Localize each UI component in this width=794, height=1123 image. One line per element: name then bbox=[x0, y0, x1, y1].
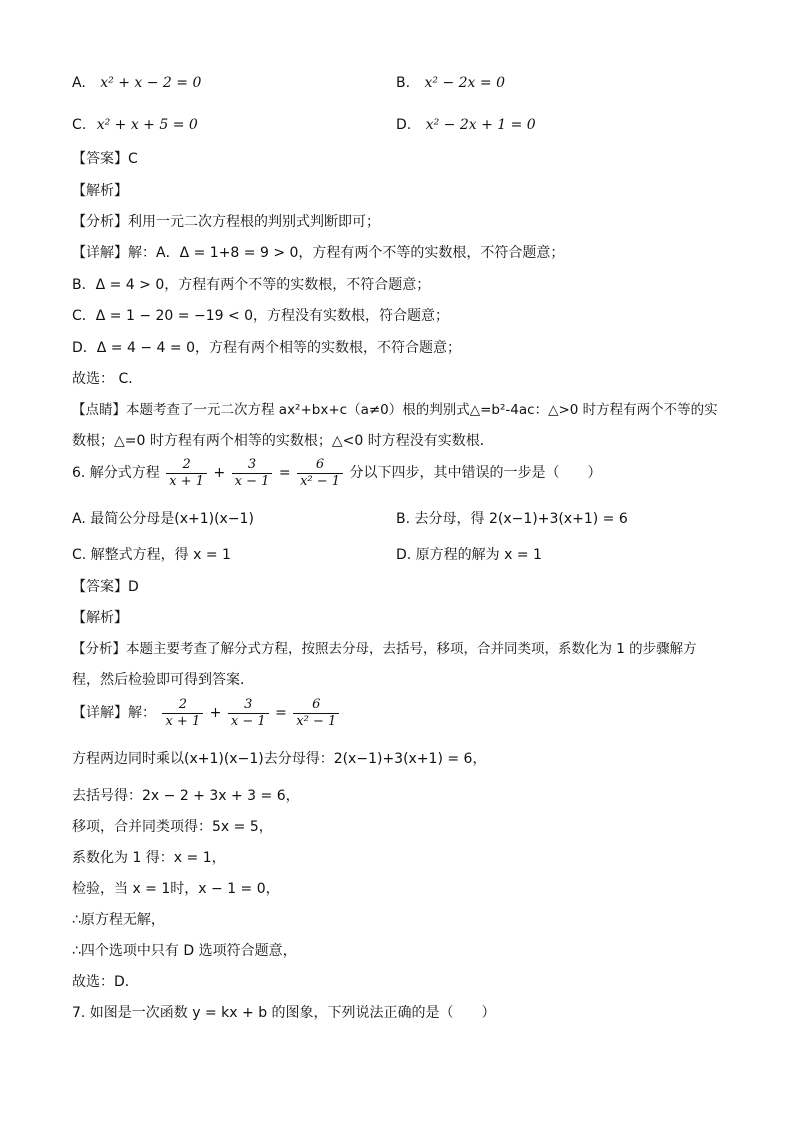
fraction-denominator: x + 1 bbox=[165, 713, 201, 729]
q6-fraction-1 bbox=[166, 457, 207, 490]
q6-suffix: 分以下四步，其中错误的一步是（ ） bbox=[349, 465, 602, 481]
option-c-expr: x² + x + 5 = 0 bbox=[96, 117, 198, 133]
q5-option-c-check: C．Δ = 1 − 20 = −19 < 0，方程没有实数根，符合题意； bbox=[72, 308, 450, 324]
q6-step-5: 检验，当 x = 1时，x − 1 = 0， bbox=[72, 881, 280, 897]
q5-fenxi: 【分析】利用一元二次方程根的判别式判断即可； bbox=[72, 214, 380, 230]
q6-detail-fraction-2 bbox=[228, 697, 269, 730]
q5-option-d-check: D．Δ = 4 − 4 = 0，方程有两个相等的实数根，不符合题意； bbox=[72, 340, 461, 356]
plus-sign: + bbox=[213, 465, 226, 481]
q6-step-2: 去括号得：2x − 2 + 3x + 3 = 6， bbox=[72, 788, 300, 804]
option-c bbox=[72, 116, 198, 134]
option-d-expr: x² − 2x + 1 = 0 bbox=[425, 117, 536, 133]
q6-choose: 故选：D． bbox=[72, 974, 139, 990]
option-d bbox=[396, 116, 536, 134]
q6-detail-fraction-3 bbox=[293, 697, 339, 730]
q6-step-4: 系数化为 1 得：x = 1， bbox=[72, 850, 226, 866]
q6-stem bbox=[72, 456, 602, 496]
q6-answer: 【答案】D bbox=[72, 579, 139, 595]
fraction-numerator: 2 bbox=[162, 697, 203, 714]
q5-dianjing-line2: 数根；△=0 时方程有两个相等的实数根；△<0 时方程没有实数根． bbox=[72, 433, 494, 449]
q6-analysis-heading: 【解析】 bbox=[72, 610, 128, 626]
option-d-label: D. bbox=[396, 117, 412, 133]
q5-dianjing-line1: 【点睛】本题考查了一元二次方程 ax²+bx+c（a≠0）根的判别式△=b²-4ac：△>0 时方程有两个不等的实 bbox=[72, 402, 718, 418]
q6-fraction-3 bbox=[297, 457, 343, 490]
fraction-denominator: x + 1 bbox=[169, 473, 205, 489]
q6-fenxi-line2: 程，然后检验即可得到答案． bbox=[72, 672, 254, 688]
q6-option-a: A. 最简公分母是(x+1)(x−1) bbox=[72, 511, 254, 527]
plus-sign: + bbox=[209, 705, 222, 721]
q6-option-b: B. 去分母，得 2(x−1)+3(x+1) = 6 bbox=[396, 511, 628, 527]
option-c-label: C. bbox=[72, 117, 87, 133]
fraction-numerator: 3 bbox=[232, 457, 273, 474]
fraction-numerator: 3 bbox=[228, 697, 269, 714]
fraction-numerator: 6 bbox=[297, 457, 343, 474]
fraction-numerator: 2 bbox=[166, 457, 207, 474]
option-a-expr: x² + x − 2 = 0 bbox=[100, 75, 202, 91]
q6-step-1: 方程两边同时乘以(x+1)(x−1)去分母得：2(x−1)+3(x+1) = 6， bbox=[72, 751, 487, 767]
q6-prefix: 6. 解分式方程 bbox=[72, 465, 160, 481]
equals-sign: = bbox=[278, 465, 291, 481]
q5-option-b-check: B．Δ = 4 > 0，方程有两个不等的实数根，不符合题意； bbox=[72, 277, 431, 293]
q6-option-d: D. 原方程的解为 x = 1 bbox=[396, 547, 542, 563]
q6-fenxi-line1: 【分析】本题主要考查了解分式方程，按照去分母，去括号，移项，合并同类项，系数化为 1 的步骤解方 bbox=[72, 641, 697, 657]
option-b-expr: x² − 2x = 0 bbox=[424, 75, 505, 91]
equals-sign: = bbox=[275, 705, 287, 721]
fraction-denominator: x − 1 bbox=[230, 713, 266, 729]
option-b bbox=[396, 74, 505, 92]
fraction-denominator: x² − 1 bbox=[300, 473, 341, 489]
q5-answer: 【答案】C bbox=[72, 151, 138, 167]
q6-fraction-2 bbox=[232, 457, 273, 490]
q6-step-7: ∴四个选项中只有 D 选项符合题意， bbox=[72, 943, 297, 959]
q6-step-6: ∴原方程无解， bbox=[72, 912, 165, 928]
q6-step-3: 移项，合并同类项得：5x = 5， bbox=[72, 819, 273, 835]
q5-choose: 故选： C． bbox=[72, 371, 143, 387]
fraction-denominator: x − 1 bbox=[234, 473, 270, 489]
option-b-label: B. bbox=[396, 75, 411, 91]
option-a-label: A. bbox=[72, 75, 86, 91]
fraction-numerator: 6 bbox=[293, 697, 339, 714]
q6-option-c: C. 解整式方程，得 x = 1 bbox=[72, 547, 231, 563]
fraction-denominator: x² − 1 bbox=[296, 713, 337, 729]
q5-analysis-heading: 【解析】 bbox=[72, 183, 128, 199]
q7-stem: 7. 如图是一次函数 y = kx + b 的图象，下列说法正确的是（ ） bbox=[72, 1005, 496, 1021]
q5-detail: 【详解】解：A．Δ = 1+8 = 9 > 0，方程有两个不等的实数根，不符合题意； bbox=[72, 245, 565, 261]
q6-detail-fraction-1 bbox=[162, 697, 203, 730]
q6-detail-prefix: 【详解】解： bbox=[72, 705, 156, 721]
q6-detail bbox=[72, 696, 341, 736]
option-a bbox=[72, 74, 201, 92]
